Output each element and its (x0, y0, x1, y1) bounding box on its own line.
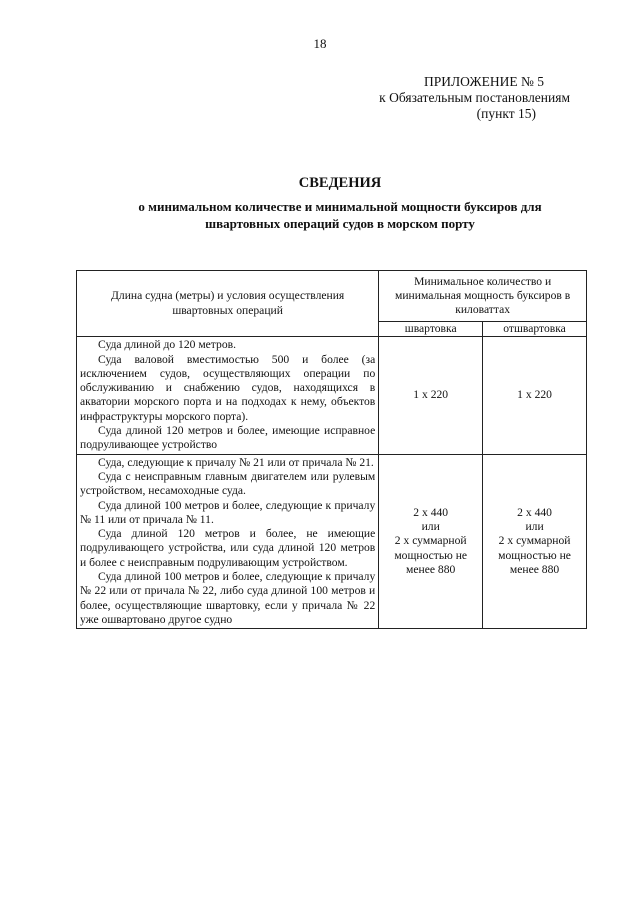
heading-subtitle-line-2: швартовных операций судов в морском порту (205, 216, 475, 231)
unmooring-value-cell (483, 454, 587, 629)
unmooring-value-cell (483, 337, 587, 454)
mooring-value: 1 х 220 (413, 388, 449, 402)
mooring-value: мощностью не (394, 548, 468, 562)
table-row (77, 337, 587, 454)
unmooring-value: или (525, 520, 544, 533)
unmooring-value: 1 х 220 (517, 388, 552, 402)
condition-text: Суда длиной 100 метров и более, следующие к причалу № 22 или от причала № 22, либо суда длиной 100 метров и более, осуществляющие швартовку, если у причала № 22 уже ошвартовано другое судно (80, 570, 376, 626)
condition-text: Суда, следующие к причалу № 21 или от причала № 21. (98, 455, 374, 469)
unmooring-value: менее 880 (509, 562, 560, 576)
document-heading (80, 175, 600, 232)
appendix-clause: (пункт 15) (476, 106, 536, 121)
table-header-row (77, 271, 587, 322)
conditions-cell (77, 337, 379, 454)
condition-text: Суда длиной 120 метров и более, не имеющие подруливающего устройства, или суда длиной 120 метров и более с неисправным подруливающим устройством. (80, 527, 376, 569)
header-mooring: швартовка (379, 322, 483, 337)
header-unmooring: отшвартовка (483, 322, 587, 337)
mooring-value-cell (379, 337, 483, 454)
condition-text: Суда длиной 100 метров и более, следующие к причалу № 11 или от причала № 11. (80, 498, 376, 526)
condition-text: Суда с неисправным главным двигателем или рулевым устройством, несамоходные суда. (80, 469, 376, 498)
unmooring-value: 2 х 440 (517, 505, 552, 519)
tug-requirements-table (76, 270, 587, 629)
header-vessel-conditions: Длина судна (метры) и условия осуществления швартовных операций (77, 271, 379, 337)
appendix-block (310, 74, 570, 122)
appendix-reference: к Обязательным постановлениям (379, 90, 570, 105)
table-row (77, 454, 587, 629)
heading-title: СВЕДЕНИЯ (298, 175, 382, 191)
mooring-value-cell (379, 454, 483, 629)
header-tug-requirements: Минимальное количество и минимальная мощность буксиров в киловаттах (379, 271, 587, 322)
appendix-title: ПРИЛОЖЕНИЕ № 5 (423, 74, 544, 89)
heading-subtitle-line-1: о минимальном количестве и минимальной мощности буксиров для (138, 199, 542, 214)
condition-text: Суда валовой вместимостью 500 и более (за исключением судов, осуществляющих операции по обслуживанию и снабжению судов, находящихся в акватории морского порта и на подходах к нему, объектов инфраструктуры морского порта). (80, 352, 376, 423)
unmooring-value: мощностью не (498, 548, 571, 562)
condition-text: Суда длиной 120 метров и более, имеющие исправное подруливающее устройство (80, 424, 376, 452)
mooring-value: 2 х суммарной (394, 534, 467, 548)
mooring-value: 2 х 440 (413, 505, 449, 519)
condition-text: Суда длиной до 120 метров. (98, 338, 236, 352)
page-number: 18 (313, 36, 327, 51)
mooring-value: менее 880 (406, 562, 456, 576)
conditions-cell (77, 454, 379, 629)
mooring-value: или (421, 520, 440, 533)
unmooring-value: 2 х суммарной (498, 534, 571, 548)
